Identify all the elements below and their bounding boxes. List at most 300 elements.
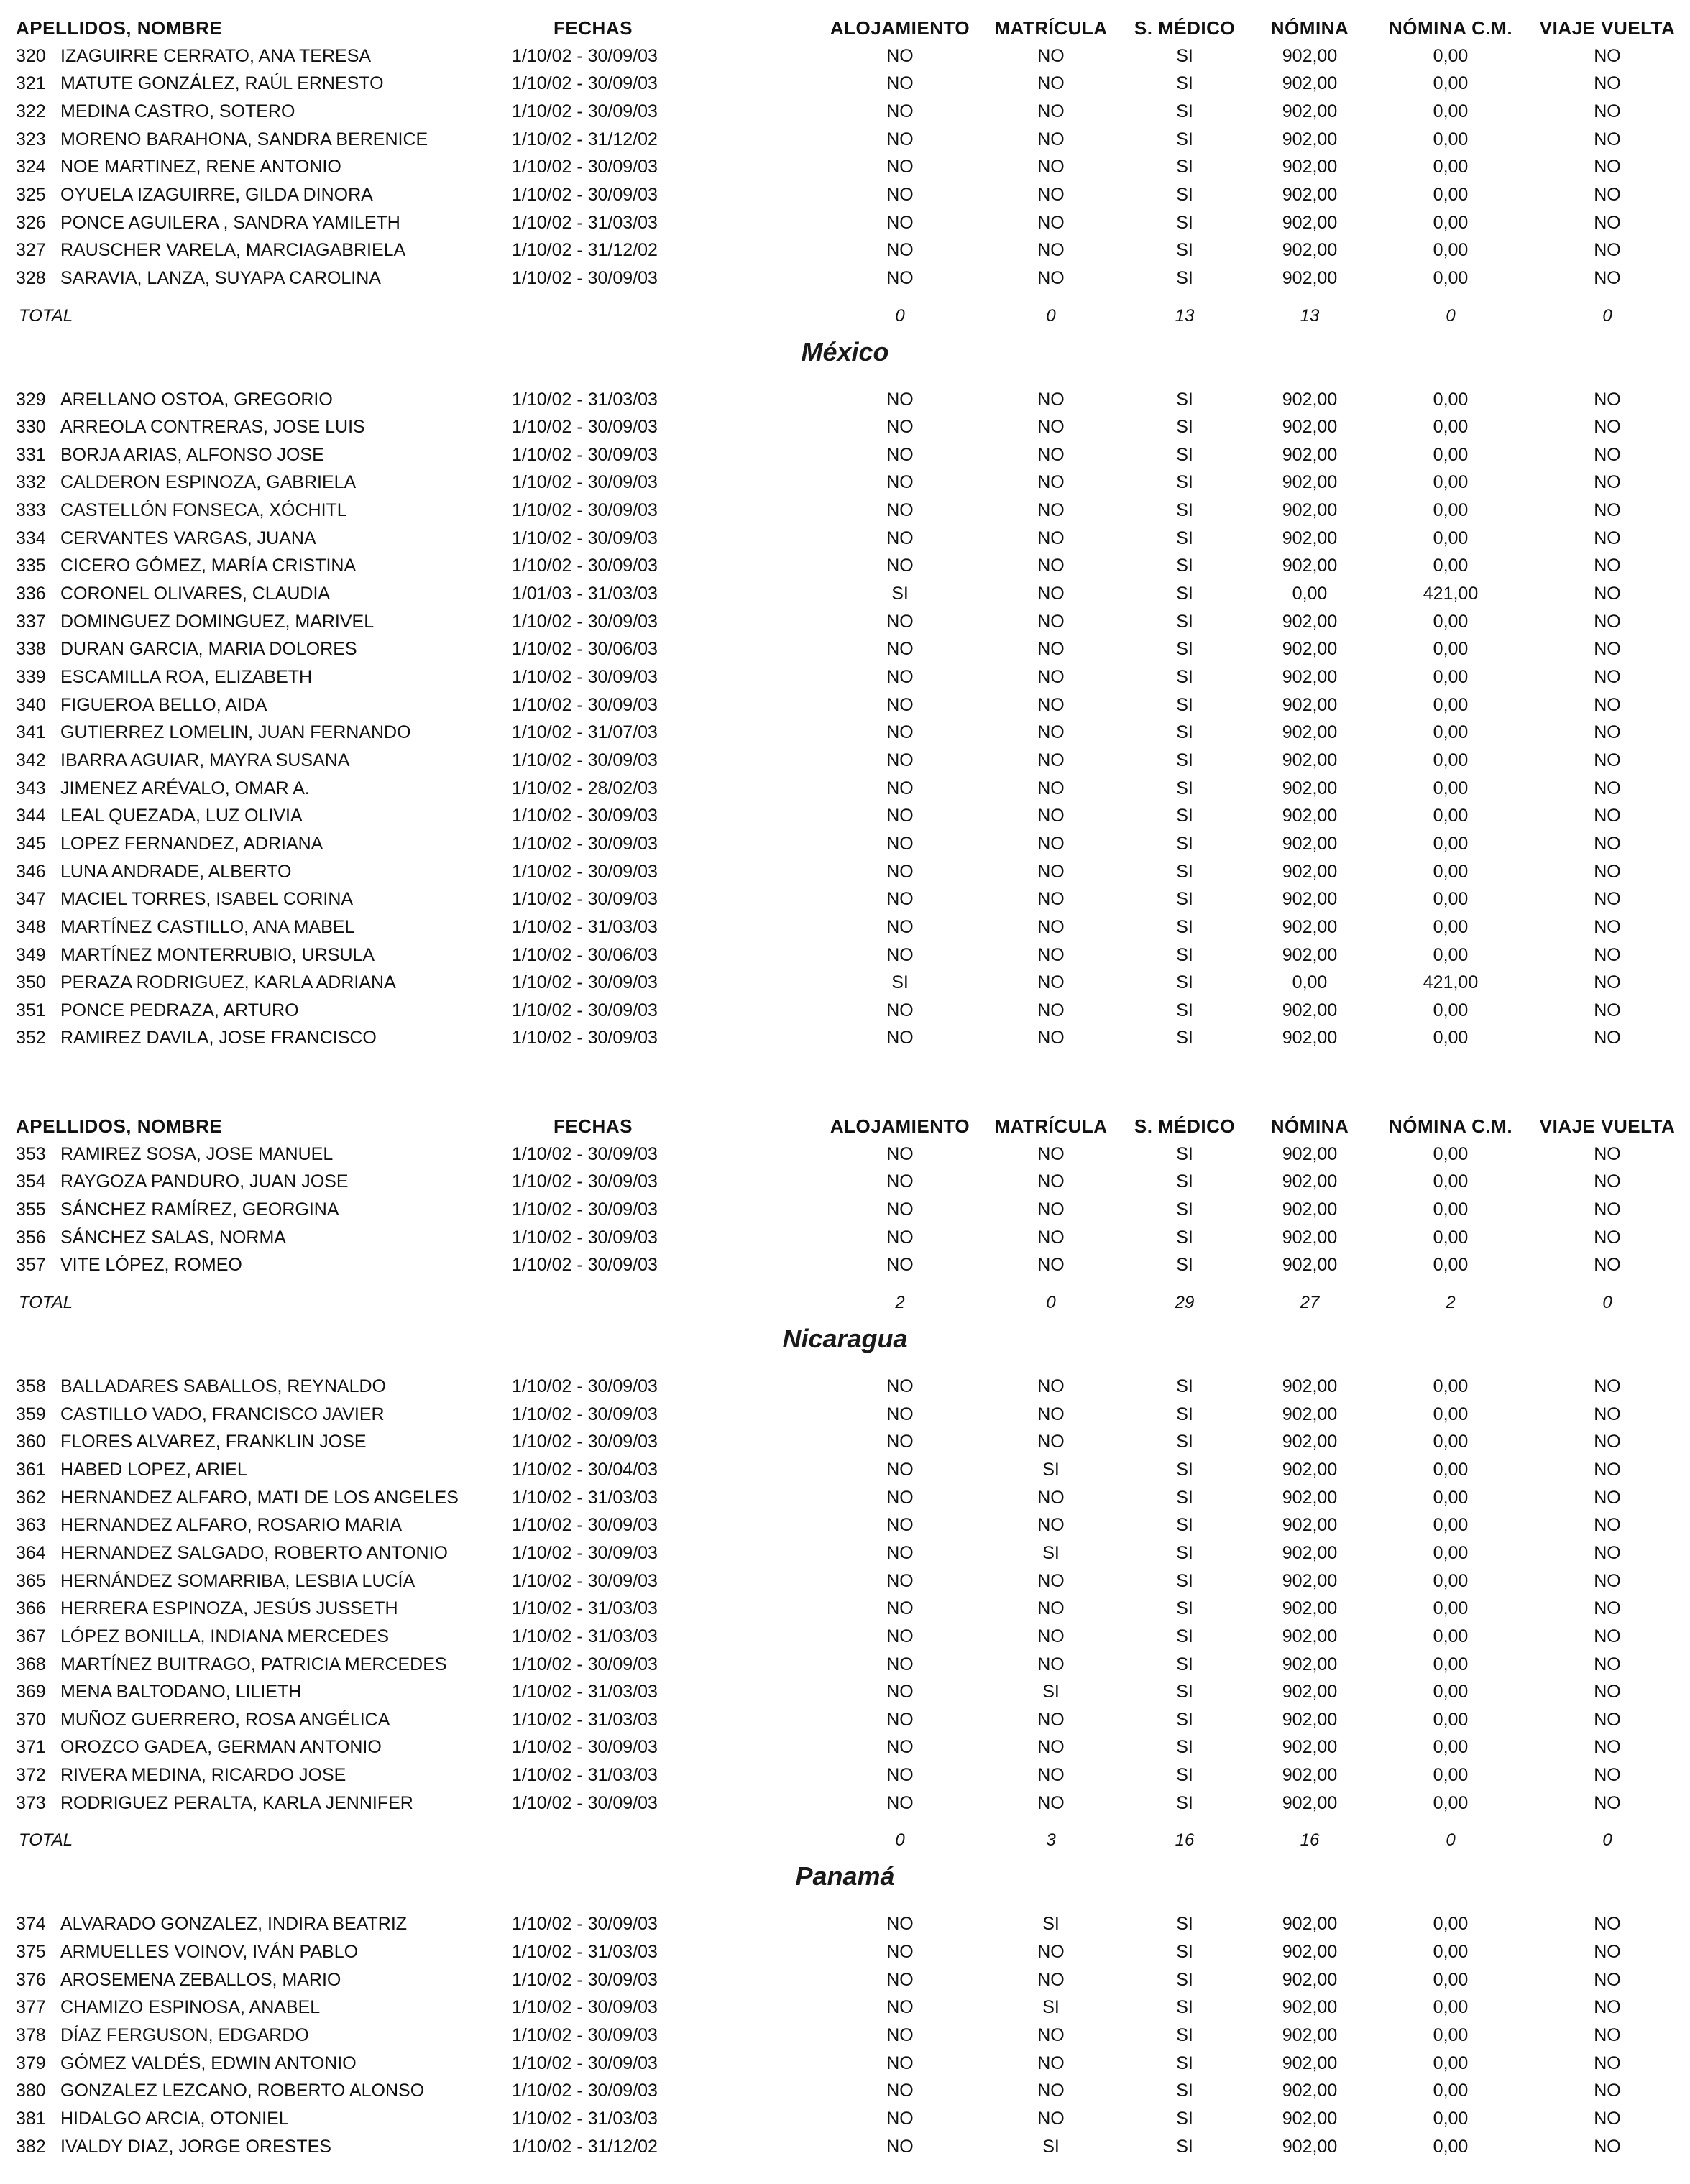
row-viaje: NO [1594, 184, 1621, 205]
total-mat: 0 [1046, 1293, 1056, 1312]
row-nomcm: 0,00 [1433, 750, 1469, 770]
row-sm: SI [1176, 1143, 1193, 1164]
row-aloj: NO [886, 1792, 914, 1813]
row-mat: NO [1037, 184, 1065, 205]
row-viaje: NO [1594, 1709, 1621, 1730]
row-mat: NO [1037, 1765, 1065, 1786]
row-nom: 902,00 [1282, 889, 1338, 910]
row-viaje: NO [1594, 1376, 1621, 1396]
row-dates: 1/10/02 - 30/09/03 [512, 527, 658, 548]
row-dates: 1/10/02 - 30/04/03 [512, 1459, 658, 1480]
row-mat: NO [1037, 1227, 1065, 1248]
row-nomcm: 0,00 [1433, 722, 1469, 743]
row-nomcm: 0,00 [1433, 1028, 1469, 1049]
row-name: FLORES ALVAREZ, FRANKLIN JOSE [60, 1432, 367, 1452]
row-mat: NO [1037, 639, 1065, 660]
table-row [0, 691, 1690, 719]
row-dates: 1/10/02 - 30/09/03 [512, 500, 658, 521]
table-row [0, 1910, 1690, 1938]
row-name: BALLADARES SABALLOS, REYNALDO [60, 1376, 386, 1396]
row-nom: 902,00 [1282, 611, 1338, 632]
row-name: MORENO BARAHONA, SANDRA BERENICE [60, 129, 428, 149]
row-sm: SI [1176, 1792, 1193, 1813]
total-nom: 27 [1300, 1293, 1320, 1312]
table-row [0, 1994, 1690, 2021]
row-sm: SI [1176, 472, 1193, 493]
row-mat: NO [1037, 73, 1065, 94]
row-nom: 902,00 [1282, 1914, 1338, 1935]
row-nom: 902,00 [1282, 2108, 1338, 2129]
row-name: LOPEZ FERNANDEZ, ADRIANA [60, 833, 323, 854]
row-viaje: NO [1594, 527, 1621, 548]
row-mat: NO [1037, 500, 1065, 521]
row-nom: 0,00 [1292, 584, 1328, 604]
row-number: 369 [16, 1682, 46, 1702]
row-name: SÁNCHEZ RAMÍREZ, GEORGINA [60, 1199, 339, 1220]
table-row [0, 1141, 1690, 1168]
table-row [0, 181, 1690, 208]
row-dates: 1/10/02 - 31/03/03 [512, 1598, 658, 1619]
row-nom: 902,00 [1282, 2136, 1338, 2157]
row-number: 341 [16, 722, 46, 743]
row-viaje: NO [1594, 1942, 1621, 1963]
row-mat: NO [1037, 1000, 1065, 1020]
row-aloj: NO [886, 267, 914, 288]
row-sm: SI [1176, 861, 1193, 882]
row-number: 325 [16, 184, 46, 205]
row-nom: 902,00 [1282, 1792, 1338, 1813]
table-row [0, 2050, 1690, 2077]
row-name: LEAL QUEZADA, LUZ OLIVIA [60, 806, 303, 826]
table-row [0, 525, 1690, 552]
row-dates: 1/10/02 - 30/09/03 [512, 1028, 658, 1049]
row-aloj: NO [886, 1028, 914, 1049]
row-viaje: NO [1594, 444, 1621, 465]
row-sm: SI [1176, 1432, 1193, 1452]
row-name: MENA BALTODANO, LILIETH [60, 1682, 302, 1702]
row-mat: NO [1037, 101, 1065, 121]
row-viaje: NO [1594, 73, 1621, 94]
row-nomcm: 0,00 [1433, 527, 1469, 548]
row-number: 377 [16, 1997, 46, 2018]
row-aloj: NO [886, 45, 914, 66]
row-mat: NO [1037, 1255, 1065, 1276]
row-mat: NO [1037, 1143, 1065, 1164]
row-nom: 902,00 [1282, 1255, 1338, 1276]
row-viaje: NO [1594, 667, 1621, 687]
table-row [0, 1428, 1690, 1455]
row-nom: 902,00 [1282, 129, 1338, 149]
row-sm: SI [1176, 527, 1193, 548]
row-sm: SI [1176, 889, 1193, 910]
row-name: CASTELLÓN FONSECA, XÓCHITL [60, 500, 347, 521]
row-dates: 1/10/02 - 30/09/03 [512, 1227, 658, 1248]
row-aloj: NO [886, 1997, 914, 2018]
row-aloj: NO [886, 694, 914, 715]
row-aloj: NO [886, 1404, 914, 1424]
row-nom: 0,00 [1292, 972, 1328, 993]
row-name: VITE LÓPEZ, ROMEO [60, 1255, 242, 1276]
row-name: RIVERA MEDINA, RICARDO JOSE [60, 1765, 346, 1786]
table-row [0, 580, 1690, 607]
row-number: 349 [16, 944, 46, 965]
row-dates: 1/10/02 - 31/12/02 [512, 240, 658, 261]
row-number: 331 [16, 444, 46, 465]
row-number: 337 [16, 611, 46, 632]
row-viaje: NO [1594, 157, 1621, 178]
row-aloj: NO [886, 778, 914, 798]
row-dates: 1/10/02 - 28/02/03 [512, 778, 658, 798]
row-number: 338 [16, 639, 46, 660]
row-nom: 902,00 [1282, 1199, 1338, 1220]
row-number: 320 [16, 45, 46, 66]
row-name: MATUTE GONZÁLEZ, RAÚL ERNESTO [60, 73, 384, 94]
row-nom: 902,00 [1282, 500, 1338, 521]
row-mat: NO [1037, 267, 1065, 288]
row-mat: NO [1037, 444, 1065, 465]
table-row [0, 42, 1690, 70]
row-mat: NO [1037, 889, 1065, 910]
row-number: 345 [16, 833, 46, 854]
row-aloj: NO [886, 1682, 914, 1702]
row-name: HABED LOPEZ, ARIEL [60, 1459, 247, 1480]
row-nom: 902,00 [1282, 267, 1338, 288]
row-aloj: NO [886, 1432, 914, 1452]
header-aloj: ALOJAMIENTO [830, 17, 970, 39]
row-number: 322 [16, 101, 46, 121]
row-dates: 1/10/02 - 31/03/03 [512, 1487, 658, 1508]
table-row [0, 2105, 1690, 2132]
row-nom: 902,00 [1282, 1404, 1338, 1424]
row-viaje: NO [1594, 722, 1621, 743]
row-nom: 902,00 [1282, 833, 1338, 854]
row-mat: NO [1037, 2052, 1065, 2073]
row-nomcm: 0,00 [1433, 1765, 1469, 1786]
row-nomcm: 0,00 [1433, 2081, 1469, 2101]
row-sm: SI [1176, 750, 1193, 770]
row-dates: 1/10/02 - 30/09/03 [512, 1515, 658, 1536]
row-number: 324 [16, 157, 46, 178]
row-mat: NO [1037, 778, 1065, 798]
total-viaje: 0 [1602, 1293, 1612, 1312]
row-name: ARMUELLES VOINOV, IVÁN PABLO [60, 1942, 359, 1963]
header-nom: NÓMINA [1270, 1115, 1349, 1138]
total-nomcm: 0 [1446, 1830, 1456, 1851]
row-sm: SI [1176, 129, 1193, 149]
header-sm: S. MÉDICO [1134, 1115, 1236, 1138]
row-name: CORONEL OLIVARES, CLAUDIA [60, 584, 331, 604]
row-name: LUNA ANDRADE, ALBERTO [60, 861, 292, 882]
row-mat: NO [1037, 1376, 1065, 1396]
row-viaje: NO [1594, 861, 1621, 882]
row-sm: SI [1176, 1765, 1193, 1786]
row-number: 352 [16, 1028, 46, 1049]
row-nomcm: 0,00 [1433, 1709, 1469, 1730]
row-nomcm: 0,00 [1433, 101, 1469, 121]
row-sm: SI [1176, 778, 1193, 798]
table-row [0, 1761, 1690, 1789]
total-aloj: 0 [895, 1830, 905, 1851]
row-number: 360 [16, 1432, 46, 1452]
row-sm: SI [1176, 1598, 1193, 1619]
row-dates: 1/10/02 - 30/09/03 [512, 861, 658, 882]
row-nom: 902,00 [1282, 750, 1338, 770]
row-mat: NO [1037, 1626, 1065, 1646]
row-sm: SI [1176, 556, 1193, 576]
row-dates: 1/10/02 - 31/03/03 [512, 389, 658, 410]
row-dates: 1/10/02 - 30/09/03 [512, 1792, 658, 1813]
header-name: APELLIDOS, NOMBRE [16, 1115, 223, 1138]
table-row [0, 1373, 1690, 1400]
row-mat: NO [1037, 527, 1065, 548]
row-nomcm: 0,00 [1433, 1914, 1469, 1935]
row-aloj: NO [886, 472, 914, 493]
row-name: JIMENEZ ARÉVALO, OMAR A. [60, 778, 310, 798]
row-dates: 1/10/02 - 30/09/03 [512, 2052, 658, 2073]
row-number: 367 [16, 1626, 46, 1646]
row-nomcm: 0,00 [1433, 611, 1469, 632]
header-dates: FECHAS [554, 17, 633, 39]
row-dates: 1/10/02 - 30/09/03 [512, 1570, 658, 1591]
row-nomcm: 0,00 [1433, 444, 1469, 465]
header-aloj: ALOJAMIENTO [830, 1115, 970, 1138]
row-aloj: NO [886, 2081, 914, 2101]
row-viaje: NO [1594, 2081, 1621, 2101]
row-nomcm: 0,00 [1433, 417, 1469, 438]
table-row [0, 1966, 1690, 1994]
row-nomcm: 0,00 [1433, 1997, 1469, 2018]
row-nom: 902,00 [1282, 944, 1338, 965]
total-nom: 16 [1300, 1830, 1320, 1851]
table-row [0, 2077, 1690, 2104]
row-nomcm: 0,00 [1433, 1626, 1469, 1646]
table-row [0, 441, 1690, 469]
row-viaje: NO [1594, 1792, 1621, 1813]
row-number: 353 [16, 1143, 46, 1164]
row-dates: 1/10/02 - 30/09/03 [512, 2025, 658, 2045]
row-viaje: NO [1594, 1997, 1621, 2018]
row-nom: 902,00 [1282, 212, 1338, 233]
row-name: PONCE AGUILERA , SANDRA YAMILETH [60, 212, 400, 233]
row-dates: 1/10/02 - 30/09/03 [512, 1376, 658, 1396]
row-aloj: NO [886, 861, 914, 882]
row-nom: 902,00 [1282, 1542, 1338, 1563]
row-aloj: NO [886, 1598, 914, 1619]
table-row [0, 469, 1690, 496]
row-nom: 902,00 [1282, 184, 1338, 205]
row-nom: 902,00 [1282, 1487, 1338, 1508]
row-aloj: NO [886, 916, 914, 937]
row-number: 321 [16, 73, 46, 94]
row-name: GONZALEZ LEZCANO, ROBERTO ALONSO [60, 2081, 425, 2101]
row-dates: 1/10/02 - 30/09/03 [512, 556, 658, 576]
table-row [0, 635, 1690, 663]
row-aloj: NO [886, 527, 914, 548]
table-row [0, 236, 1690, 264]
total-label: TOTAL [19, 305, 73, 326]
row-dates: 1/10/02 - 30/09/03 [512, 1404, 658, 1424]
row-aloj: NO [886, 1942, 914, 1963]
table-row [0, 1511, 1690, 1539]
row-name: DURAN GARCIA, MARIA DOLORES [60, 639, 357, 660]
row-viaje: NO [1594, 639, 1621, 660]
country-section-title: México [801, 336, 889, 367]
row-viaje: NO [1594, 2025, 1621, 2045]
row-viaje: NO [1594, 1000, 1621, 1020]
row-mat: NO [1037, 944, 1065, 965]
row-dates: 1/10/02 - 30/09/03 [512, 1143, 658, 1164]
table-row [0, 1456, 1690, 1483]
table-row [0, 98, 1690, 125]
row-mat: NO [1037, 389, 1065, 410]
row-number: 376 [16, 1969, 46, 1990]
row-name: MUÑOZ GUERRERO, ROSA ANGÉLICA [60, 1709, 390, 1730]
row-number: 330 [16, 417, 46, 438]
row-sm: SI [1176, 806, 1193, 826]
table-row [0, 997, 1690, 1024]
row-viaje: NO [1594, 972, 1621, 993]
header-nom: NÓMINA [1270, 17, 1349, 39]
total-mat: 0 [1046, 305, 1056, 326]
row-nom: 902,00 [1282, 694, 1338, 715]
row-nomcm: 0,00 [1433, 1171, 1469, 1192]
row-sm: SI [1176, 157, 1193, 178]
row-dates: 1/10/02 - 31/03/03 [512, 2108, 658, 2129]
row-viaje: NO [1594, 1765, 1621, 1786]
total-aloj: 0 [895, 305, 905, 326]
table-row [0, 1651, 1690, 1678]
row-mat: NO [1037, 240, 1065, 261]
row-mat: NO [1037, 472, 1065, 493]
table-row [0, 802, 1690, 829]
row-aloj: NO [886, 1765, 914, 1786]
row-aloj: NO [886, 417, 914, 438]
row-sm: SI [1176, 1376, 1193, 1396]
total-row [0, 1289, 1690, 1317]
row-aloj: NO [886, 389, 914, 410]
row-name: RAMIREZ DAVILA, JOSE FRANCISCO [60, 1028, 377, 1049]
row-sm: SI [1176, 1542, 1193, 1563]
table-row [0, 1484, 1690, 1511]
row-nomcm: 0,00 [1433, 778, 1469, 798]
row-nom: 902,00 [1282, 1028, 1338, 1049]
row-nomcm: 0,00 [1433, 861, 1469, 882]
row-dates: 1/10/02 - 30/09/03 [512, 444, 658, 465]
row-dates: 1/10/02 - 31/07/03 [512, 722, 658, 743]
row-dates: 1/01/03 - 31/03/03 [512, 584, 658, 604]
row-number: 327 [16, 240, 46, 261]
row-sm: SI [1176, 1626, 1193, 1646]
row-name: IBARRA AGUIAR, MAYRA SUSANA [60, 750, 350, 770]
row-number: 339 [16, 667, 46, 687]
row-dates: 1/10/02 - 30/09/03 [512, 1969, 658, 1990]
row-number: 326 [16, 212, 46, 233]
row-viaje: NO [1594, 1199, 1621, 1220]
row-sm: SI [1176, 2081, 1193, 2101]
row-aloj: NO [886, 1626, 914, 1646]
row-mat: NO [1037, 129, 1065, 149]
row-viaje: NO [1594, 1682, 1621, 1702]
row-nom: 902,00 [1282, 1765, 1338, 1786]
row-dates: 1/10/02 - 30/09/03 [512, 184, 658, 205]
row-aloj: NO [886, 667, 914, 687]
row-number: 335 [16, 556, 46, 576]
row-number: 342 [16, 750, 46, 770]
row-aloj: NO [886, 889, 914, 910]
row-nomcm: 0,00 [1433, 694, 1469, 715]
row-sm: SI [1176, 2025, 1193, 2045]
row-dates: 1/10/02 - 31/03/03 [512, 916, 658, 937]
row-aloj: NO [886, 1227, 914, 1248]
row-sm: SI [1176, 1199, 1193, 1220]
row-number: 358 [16, 1376, 46, 1396]
row-sm: SI [1176, 611, 1193, 632]
row-name: GUTIERREZ LOMELIN, JUAN FERNANDO [60, 722, 411, 743]
row-sm: SI [1176, 2052, 1193, 2073]
row-mat: NO [1037, 1171, 1065, 1192]
row-dates: 1/10/02 - 30/09/03 [512, 472, 658, 493]
row-nom: 902,00 [1282, 1432, 1338, 1452]
row-number: 333 [16, 500, 46, 521]
table-row [0, 153, 1690, 180]
row-number: 340 [16, 694, 46, 715]
row-number: 323 [16, 129, 46, 149]
row-mat: NO [1037, 750, 1065, 770]
row-nom: 902,00 [1282, 1171, 1338, 1192]
table-row [0, 264, 1690, 292]
row-nomcm: 421,00 [1423, 972, 1479, 993]
table-row [0, 2022, 1690, 2049]
row-viaje: NO [1594, 2052, 1621, 2073]
row-mat: NO [1037, 806, 1065, 826]
table-row [0, 413, 1690, 441]
row-sm: SI [1176, 184, 1193, 205]
row-mat: SI [1042, 1914, 1060, 1935]
row-name: ARREOLA CONTRERAS, JOSE LUIS [60, 417, 365, 438]
row-nom: 902,00 [1282, 2025, 1338, 2045]
row-number: 359 [16, 1404, 46, 1424]
row-number: 348 [16, 916, 46, 937]
row-dates: 1/10/02 - 30/09/03 [512, 1997, 658, 2018]
row-nom: 902,00 [1282, 806, 1338, 826]
row-dates: 1/10/02 - 31/03/03 [512, 1626, 658, 1646]
row-aloj: NO [886, 1199, 914, 1220]
row-nom: 902,00 [1282, 157, 1338, 178]
table-row [0, 552, 1690, 579]
row-number: 378 [16, 2025, 46, 2045]
row-mat: NO [1037, 1942, 1065, 1963]
row-sm: SI [1176, 1737, 1193, 1758]
row-sm: SI [1176, 1709, 1193, 1730]
row-name: AROSEMENA ZEBALLOS, MARIO [60, 1969, 341, 1990]
row-mat: NO [1037, 722, 1065, 743]
total-aloj: 2 [895, 1293, 905, 1312]
row-name: MARTÍNEZ MONTERRUBIO, URSULA [60, 944, 375, 965]
row-dates: 1/10/02 - 30/09/03 [512, 2081, 658, 2101]
row-nomcm: 0,00 [1433, 267, 1469, 288]
row-dates: 1/10/02 - 31/03/03 [512, 1765, 658, 1786]
row-aloj: NO [886, 2136, 914, 2157]
row-name: ARELLANO OSTOA, GREGORIO [60, 389, 333, 410]
row-viaje: NO [1594, 212, 1621, 233]
header-name: APELLIDOS, NOMBRE [16, 17, 223, 39]
row-viaje: NO [1594, 1487, 1621, 1508]
row-number: 363 [16, 1515, 46, 1536]
row-dates: 1/10/02 - 30/09/03 [512, 611, 658, 632]
row-viaje: NO [1594, 1914, 1621, 1935]
total-viaje: 0 [1602, 1830, 1612, 1851]
row-sm: SI [1176, 1255, 1193, 1276]
